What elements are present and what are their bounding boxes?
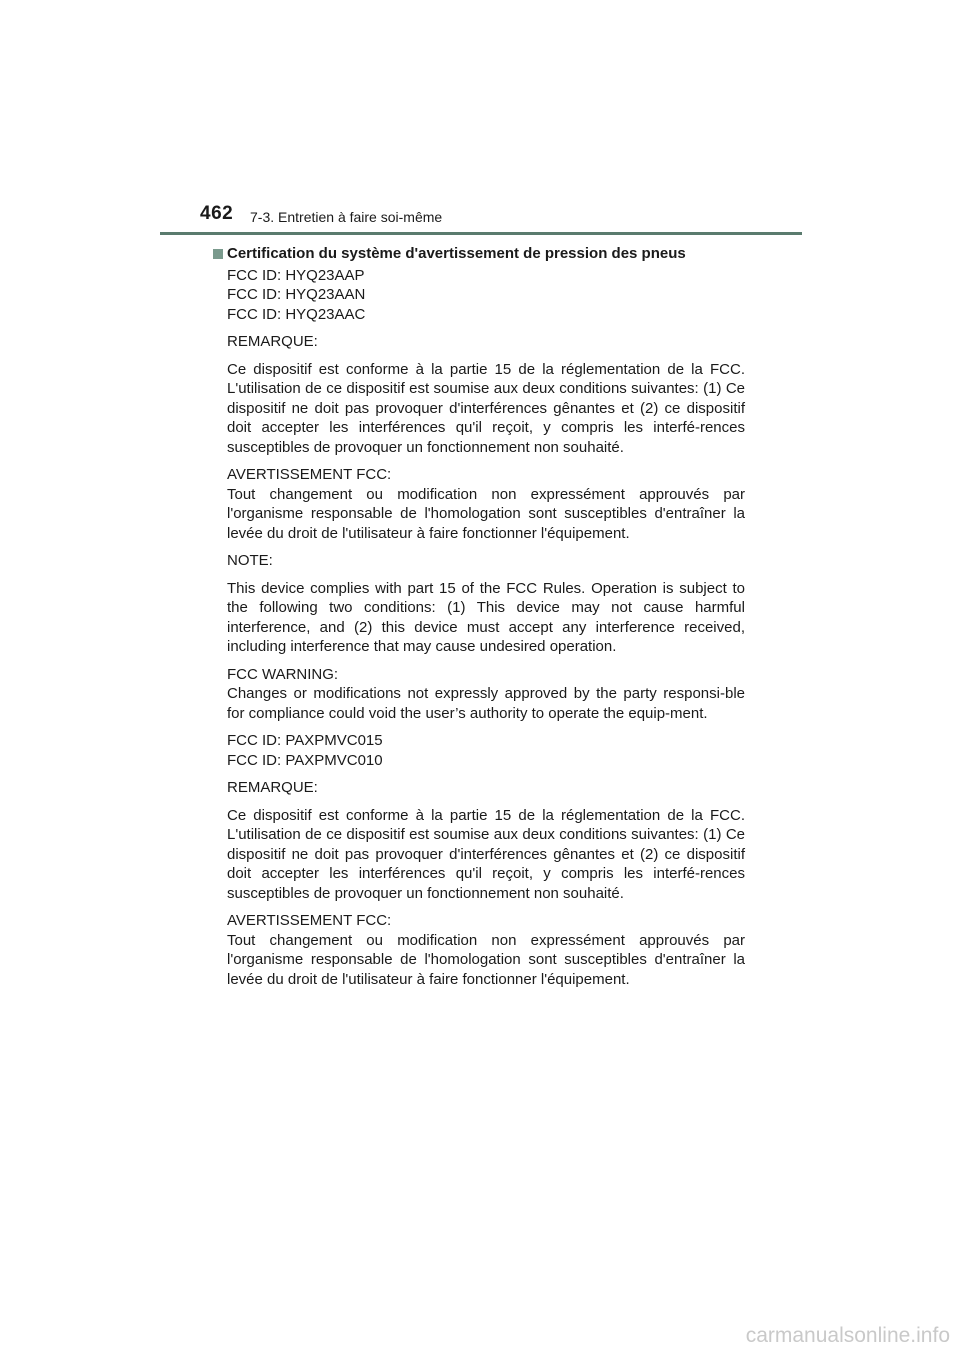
remarque-label-2: REMARQUE: [227,779,318,796]
warning-block [227,665,745,724]
avertissement-paragraph-2: Tout changement ou modification non expressément approuvés par l'organisme responsable de l'homologation sont susceptibles d'entraîner la levée du droit de l'utilisateur à faire fonctionner l'équipement. [227,931,745,988]
warning-paragraph: Changes or modifications not expressly approved by the party responsi-ble for compliance could void the user’s authority to operate the equip-ment. [227,685,745,722]
section-heading [227,244,745,264]
remarque-label-1: REMARQUE: [227,333,318,350]
avertissement-block-2 [227,911,745,989]
header-divider [160,232,802,235]
fcc-id-list-2 [227,731,745,770]
fcc-id: FCC ID: HYQ23AAP [227,266,365,284]
fcc-id: FCC ID: HYQ23AAN [227,286,366,303]
avertissement-label-2: AVERTISSEMENT FCC: [227,912,392,929]
section-heading-text: Certification du système d'avertissement de pression des pneus [227,245,686,262]
fcc-id-list-1 [227,266,745,325]
remarque-paragraph-1: Ce dispositif est conforme à la partie 15 de la réglementation de la FCC. L'utilisation de ce dispositif est soumise aux deux conditions suivantes: (1) Ce dispositif ne doit pas provoquer d'interférences gênantes et (2) ce dispositif doit accepter les interférences qu'il reçoit, y compris les interfé-rences susceptibles de provoquer un fonctionnement non souhaité. [227,360,745,456]
avertissement-block-1 [227,465,745,543]
fcc-id: FCC ID: PAXPMVC015 [227,732,383,749]
warning-label: FCC WARNING: [227,665,339,683]
fcc-id: FCC ID: HYQ23AAC [227,305,366,323]
avertissement-paragraph-1: Tout changement ou modification non expressément approuvés par l'organisme responsable de l'homologation sont susceptibles d'entraîner la levée du droit de l'utilisateur à faire fonctionner l'équipement. [227,485,745,542]
section-title: 7-3. Entretien à faire soi-même [250,209,443,225]
note-label: NOTE: [227,552,273,569]
page-content [227,244,745,997]
watermark-text: carmanualsonline.info [745,1324,950,1347]
avertissement-label-1: AVERTISSEMENT FCC: [227,466,392,483]
page-number: 462 [200,203,234,224]
fcc-id: FCC ID: PAXPMVC010 [227,751,383,769]
remarque-paragraph-2: Ce dispositif est conforme à la partie 15 de la réglementation de la FCC. L'utilisation de ce dispositif est soumise aux deux conditions suivantes: (1) Ce dispositif ne doit pas provoquer d'interférences gênantes et (2) ce dispositif doit accepter les interférences qu'il reçoit, y compris les interfé-rences susceptibles de provoquer un fonctionnement non souhaité. [227,806,745,902]
note-paragraph: This device complies with part 15 of the FCC Rules. Operation is subject to the following two conditions: (1) This device may not cause harmful interference, and (2) this device must accept any interference received, including interference that may cause undesired operation. [227,579,745,655]
square-bullet-icon [213,249,223,259]
